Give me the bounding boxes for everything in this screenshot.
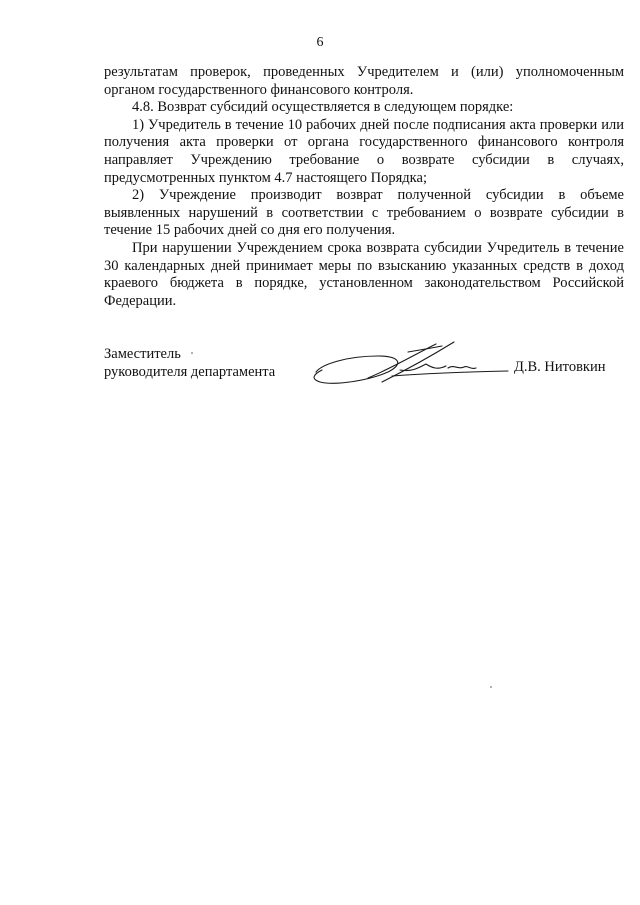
paragraph-violation: При нарушении Учреждением срока возврата субсидии Учредитель в течение 30 календарных дней принимает меры по взысканию указанных средств в доход краевого бюджета в порядке, установленном законодательством Российской Федерации.: [104, 239, 624, 309]
signatory-title: [104, 346, 304, 381]
paragraph-item-1: 1) Учредитель в течение 10 рабочих дней после подписания акта проверки или получения акта проверки от органа государственного финансового контроля направляет Учреждению требование о возврате субсидии в случаях, предусмотренных пунктом 4.7 настоящего Порядка;: [104, 116, 624, 186]
paragraph-4-8-heading: 4.8. Возврат субсидий осуществляется в следующем порядке:: [132, 99, 514, 116]
scan-speck: [191, 352, 193, 354]
scan-speck: [490, 686, 492, 688]
signatory-title-line-2: руководителя департамента: [104, 363, 276, 380]
paragraph-item-2: 2) Учреждение производит возврат полученной субсидии в объеме выявленных нарушений в соответствии с требованием о возврате субсидии в течение 15 рабочих дней со дня его получения.: [104, 187, 624, 239]
handwritten-signature: [308, 334, 528, 396]
paragraph-1: результатам проверок, проведенных Учредителем и (или) уполномоченным органом государственного финансового контроля.: [104, 64, 624, 98]
signatory-title-line-1: Заместитель: [104, 346, 181, 362]
signature-block: [104, 346, 624, 406]
page-number: 6: [316, 35, 324, 50]
document-body: [104, 64, 624, 310]
signatory-name: Д.В. Нитовкин: [514, 359, 606, 375]
